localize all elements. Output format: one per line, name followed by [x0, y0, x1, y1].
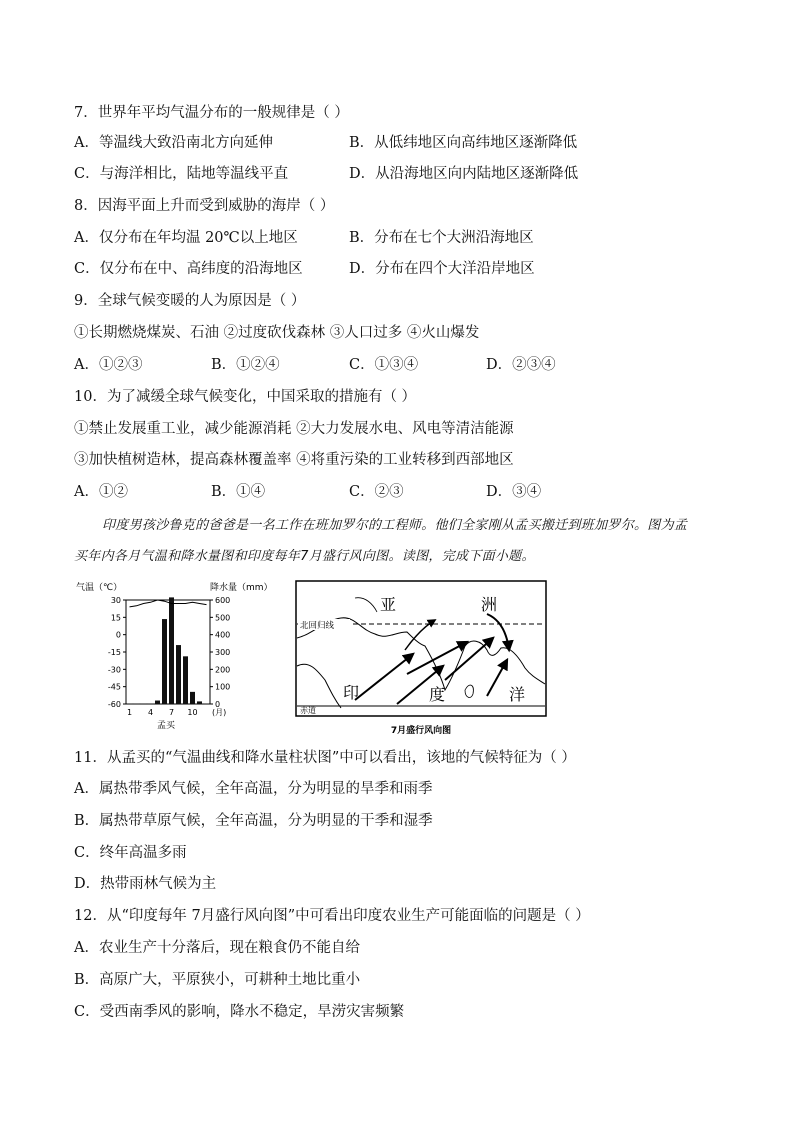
asia-label-2: 洲 — [481, 595, 498, 614]
q9-option-c: C．①③④ — [349, 357, 419, 373]
q7-option-a: A．等温线大致沿南北方向延伸 — [74, 135, 273, 151]
precip-bar — [176, 645, 181, 704]
precip-bar — [190, 692, 195, 704]
tropic-label: 北回归线 — [300, 621, 335, 631]
climate-chart — [76, 578, 273, 738]
equator-label: 赤道 — [300, 706, 316, 715]
month-tick-label: 10 — [187, 708, 198, 717]
precip-bar — [183, 656, 188, 704]
precip-tick-label: 500 — [215, 613, 231, 623]
q11-option-a: A．属热带季风气候，全年高温，分为明显的旱季和雨季 — [74, 781, 433, 797]
precip-tick-label: 300 — [215, 648, 231, 657]
precip-bar — [134, 703, 139, 704]
map-caption: 7月盛行风向图 — [390, 726, 452, 736]
precip-tick-label: 0 — [215, 700, 221, 709]
precip-bar — [197, 701, 202, 704]
q10-option-a: A．①② — [74, 484, 128, 500]
temp-tick-label: -15 — [107, 648, 121, 657]
precip-axis-label: 降水量（mm） — [210, 583, 273, 593]
question-8-stem: 8．因海平面上升而受到威胁的海岸（ ） — [74, 198, 335, 214]
month-tick-label: 4 — [147, 708, 154, 717]
q8-option-a: A．仅分布在年均温 20℃以上地区 — [74, 230, 298, 246]
q9-option-a: A．①②③ — [74, 357, 143, 373]
month-tick-label: 1 — [126, 708, 133, 717]
question-12-stem: 12．从“印度每年 7月盛行风向图”中可看出印度农业生产可能面临的问题是（ ） — [74, 908, 590, 924]
q12-option-b: B．高原广大，平原狭小，可耕种土地比重小 — [74, 972, 361, 988]
temperature-curve — [130, 600, 207, 607]
question-10-stem: 10．为了减缓全球气候变化，中国采取的措施有（ ） — [74, 389, 417, 405]
precip-tick-label: 600 — [215, 596, 231, 605]
india-label-2: 度 — [429, 685, 446, 704]
precip-bar — [162, 619, 167, 704]
temp-tick-label: 0 — [115, 630, 121, 640]
q11-option-c: C．终年高温多雨 — [74, 845, 187, 861]
month-tick-label: 7 — [168, 708, 175, 717]
temp-tick-label: -60 — [107, 700, 121, 709]
q10-option-b: B．①④ — [211, 484, 266, 500]
question-11-stem: 11．从孟买的“气温曲线和降水量柱状图”中可以看出，该地的气候特征为（ ） — [74, 750, 576, 766]
q11-option-b: B．属热带草原气候，全年高温，分为明显的干季和湿季 — [74, 813, 433, 829]
india-label-1: 印 — [343, 683, 360, 702]
q7-option-b: B．从低纬地区向高纬地区逐渐降低 — [349, 135, 578, 151]
plot-frame — [126, 600, 210, 704]
q10-statements-2: ③加快植树造林，提高森林覆盖率 ④将重污染的工业转移到西部地区 — [74, 452, 514, 468]
q7-option-c: C．与海洋相比，陆地等温线平直 — [74, 166, 289, 182]
question-9-stem: 9．全球气候变暖的人为原因是（ ） — [74, 293, 306, 309]
question-7-stem: 7．世界年平均气温分布的一般规律是（ ） — [74, 105, 349, 121]
q8-option-b: B．分布在七个大洲沿海地区 — [349, 230, 534, 246]
q9-statements: ①长期燃烧煤炭、石油 ②过度砍伐森林 ③人口过多 ④火山爆发 — [74, 325, 480, 341]
q7-option-d: D．从沿海地区向内陆地区逐渐降低 — [349, 166, 579, 182]
precip-tick-label: 400 — [215, 630, 231, 640]
temp-tick-label: -45 — [107, 682, 121, 692]
precip-bar — [169, 597, 174, 704]
q12-option-c: C．受西南季风的影响，降水不稳定，旱涝灾害频繁 — [74, 1004, 405, 1020]
q11-option-d: D．热带雨林气候为主 — [74, 876, 217, 892]
passage-line-1: 印度男孩沙鲁克的爸爸是一名工作在班加罗尔的工程师。他们全家刚从孟买搬迁到班加罗尔。图为孟 — [102, 518, 688, 533]
q12-option-a: A．农业生产十分落后，现在粮食仍不能自给 — [74, 940, 360, 956]
q9-option-b: B．①②④ — [211, 357, 280, 373]
q9-option-d: D．②③④ — [486, 357, 556, 373]
monsoon-map — [295, 580, 547, 740]
precip-bar — [141, 703, 146, 704]
temp-axis-label: 气温（℃） — [76, 583, 123, 593]
precip-bar — [155, 701, 160, 704]
q10-statements-1: ①禁止发展重工业，减少能源消耗 ②大力发展水电、风电等清洁能源 — [74, 421, 514, 437]
precip-bar — [148, 703, 153, 704]
asia-label-1: 亚 — [380, 595, 397, 614]
precip-tick-label: 100 — [215, 682, 231, 692]
ocean-label: 洋 — [509, 685, 526, 704]
temp-tick-label: -30 — [107, 665, 121, 675]
q10-option-d: D．③④ — [486, 484, 542, 500]
precip-bar — [204, 703, 209, 704]
city-caption: 孟买 — [156, 721, 176, 731]
q8-option-c: C．仅分布在中、高纬度的沿海地区 — [74, 261, 303, 277]
q8-option-d: D．分布在四个大洋沿岸地区 — [349, 261, 535, 277]
precip-bar — [127, 703, 132, 704]
passage-line-2: 买年内各月气温和降水量图和印度每年7月盛行风向图。读图，完成下面小题。 — [74, 549, 535, 564]
precip-tick-label: 200 — [215, 665, 231, 675]
temp-tick-label: 15 — [110, 613, 121, 623]
q10-option-c: C．②③ — [349, 484, 404, 500]
temp-tick-label: 30 — [110, 596, 121, 605]
month-unit-label: (月) — [212, 708, 227, 717]
